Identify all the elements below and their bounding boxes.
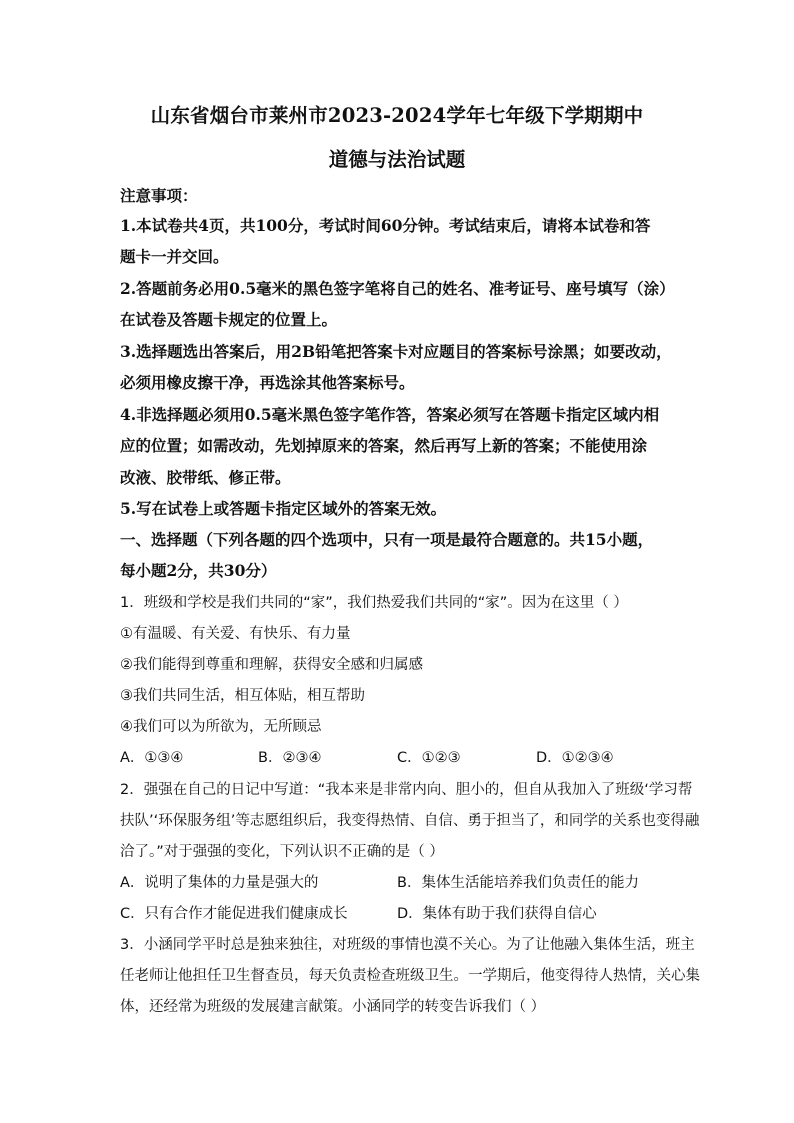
notice-line: 题卡一并交回。 [120, 247, 229, 266]
question-1-option-a[interactable]: A．①③④ [120, 750, 184, 766]
question-2-option-c[interactable]: C．只有合作才能促进我们健康成长 [120, 906, 348, 922]
question-1-option-b[interactable]: B．②③④ [258, 750, 322, 766]
question-2-stem: 2．强强在自己的日记中写道：“我本来是非常内向、胆小的，但自从我加入了班级‘学习帮 [120, 782, 693, 798]
notice-line: 必须用橡皮擦干净，再选涂其他答案标号。 [120, 373, 415, 392]
section-heading: 每小题2分，共30分） [120, 561, 277, 580]
section-heading: 一、选择题（下列各题的四个选项中，只有一项是最符合题意的。共15小题， [120, 530, 654, 549]
notice-line: 应的位置；如需改动，先划掉原来的答案，然后再写上新的答案；不能使用涂 [120, 436, 648, 455]
exam-title: 山东省烟台市莱州市2023-2024学年七年级下学期期中 [150, 104, 644, 127]
question-1-item: ①有温暖、有关爱、有快乐、有力量 [120, 626, 351, 642]
question-2-option-d[interactable]: D．集体有助于我们获得自信心 [397, 906, 597, 922]
exam-subtitle: 道德与法治试题 [328, 148, 466, 171]
question-3-stem: 任老师让他担任卫生督查员，每天负责检查班级卫生。一学期后，他变得待人热情，关心集 [120, 968, 700, 984]
notice-line: 2.答题前务必用0.5毫米的黑色签字笔将自己的姓名、准考证号、座号填写（涂） [120, 279, 675, 298]
question-2-stem: 洽了。”对于强强的变化，下列认识不正确的是（ ） [120, 844, 444, 860]
question-3-stem: 3．小涵同学平时总是独来独往，对班级的事情也漠不关心。为了让他融入集体生活，班主 [120, 937, 695, 953]
question-3-stem: 体，还经常为班级的发展建言献策。小涵同学的转变告诉我们（ ） [120, 999, 546, 1015]
question-2-stem: 扶队’‘环保服务组’等志愿组织后，我变得热情、自信、勇于担当了，和同学的关系也变得融 [120, 813, 700, 829]
notice-line: 4.非选择题必须用0.5毫米黑色签字笔作答，答案必须写在答题卡指定区域内相 [120, 405, 660, 424]
question-1-item: ④我们可以为所欲为，无所顾忌 [120, 719, 322, 735]
notice-heading: 注意事项： [120, 186, 198, 205]
question-1-option-c[interactable]: C．①②③ [397, 750, 461, 766]
notice-line: 在试卷及答题卡规定的位置上。 [120, 310, 338, 329]
notice-line: 5.写在试卷上或答题卡指定区域外的答案无效。 [120, 499, 447, 518]
question-1-option-d[interactable]: D．①②③④ [536, 750, 614, 766]
notice-line: 1.本试卷共4页，共100分，考试时间60分钟。考试结束后，请将本试卷和答 [120, 216, 651, 235]
question-2-option-a[interactable]: A．说明了集体的力量是强大的 [120, 875, 319, 891]
question-1-item: ③我们共同生活，相互体贴，相互帮助 [120, 688, 365, 704]
notice-line: 3.选择题选出答案后，用2B铅笔把答案卡对应题目的答案标号涂黑；如要改动， [120, 342, 672, 361]
notice-line: 改液、胶带纸、修正带。 [120, 468, 291, 487]
question-2-option-b[interactable]: B．集体生活能培养我们负责任的能力 [397, 875, 639, 891]
question-1-stem: 1．班级和学校是我们共同的“家”，我们热爱我们共同的“家”。因为在这里（ ） [120, 595, 628, 611]
question-1-item: ②我们能得到尊重和理解，获得安全感和归属感 [120, 657, 423, 673]
